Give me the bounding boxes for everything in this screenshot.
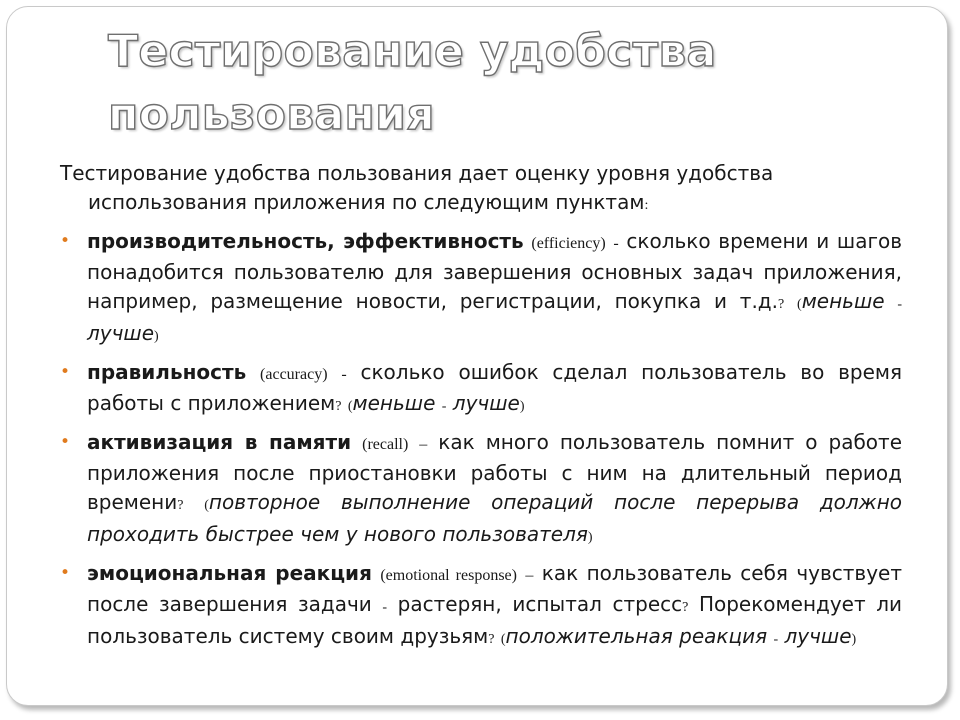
intro-text: Тестирование удобства пользования дает оценку уровня удобства использования приложения по следующим пунктам xyxy=(60,161,774,214)
item-english: (efficiency) xyxy=(531,235,606,252)
item-term: производительность, эффективность xyxy=(87,229,524,253)
item-description: как много пользователь помнит о работе приложения после приостановки работы с ним на длительный период времени xyxy=(87,430,902,514)
item-question: ? xyxy=(335,399,342,414)
bullet-icon: • xyxy=(60,432,71,452)
item-dash: - xyxy=(382,600,388,615)
item-dash: – xyxy=(419,436,428,453)
note-open-paren: ( xyxy=(500,632,506,647)
item-english: (recall) xyxy=(362,436,409,453)
note-open-paren: ( xyxy=(204,498,209,513)
note-text: меньше xyxy=(352,391,436,415)
note-close-paren: ) xyxy=(851,632,857,647)
item-term: активизация в памяти xyxy=(87,430,352,454)
item-description: сколько времени и шагов понадобится пользователю для завершения основных задач приложения, например, размещение новости, регистрации, покупка и т.д. xyxy=(87,229,902,313)
item-term: эмоциональная реакция xyxy=(87,561,372,585)
item-description: Порекомендует ли пользователь систему своим друзьям xyxy=(87,592,903,648)
note-text: лучше xyxy=(87,321,155,345)
item-description: сколько ошибок сделал пользователь во время работы с приложением xyxy=(87,360,903,415)
note-text: положительная реакция xyxy=(505,624,768,648)
list-item-recall xyxy=(60,428,902,552)
item-dash: - xyxy=(341,366,347,383)
note-dash: - xyxy=(897,297,903,312)
note-close-paren: ) xyxy=(154,329,159,344)
item-question: ? xyxy=(488,632,495,647)
item-term: правильность xyxy=(87,360,247,384)
list-item-efficiency xyxy=(60,227,902,351)
bullet-icon: • xyxy=(60,231,71,251)
item-question: ? xyxy=(682,600,689,615)
item-dash: – xyxy=(525,567,534,584)
note-text: лучше xyxy=(784,624,852,648)
list-item-emotional-response xyxy=(60,559,902,654)
slide-title: Тестирование удобства пользования xyxy=(108,26,717,140)
slide-body xyxy=(60,159,902,661)
intro-paragraph xyxy=(60,159,902,220)
intro-colon: : xyxy=(644,198,649,213)
note-text: лучше xyxy=(452,391,520,415)
note-close-paren: ) xyxy=(519,399,525,414)
item-description: растерян, испытал стресс xyxy=(397,592,683,616)
note-dash: - xyxy=(773,632,779,647)
note-close-paren: ) xyxy=(587,530,593,545)
item-dash: - xyxy=(613,235,619,252)
item-english: (emotional response) xyxy=(380,567,517,584)
note-open-paren: ( xyxy=(797,297,802,312)
list-item-accuracy xyxy=(60,358,902,421)
item-question: ? xyxy=(177,498,184,513)
item-english: (accuracy) xyxy=(260,366,328,383)
criteria-list xyxy=(60,227,902,654)
note-dash: - xyxy=(441,399,447,414)
item-question: ? xyxy=(778,297,785,312)
item-description: как пользователь себя чувствует после завершения задачи xyxy=(87,561,903,616)
note-text: меньше xyxy=(801,289,885,313)
bullet-icon: • xyxy=(60,362,71,382)
note-text: повторное выполнение операций после перерыва должно проходить быстрее чем у нового пользователя xyxy=(87,490,903,546)
bullet-icon: • xyxy=(60,563,71,583)
note-open-paren: ( xyxy=(347,399,353,414)
